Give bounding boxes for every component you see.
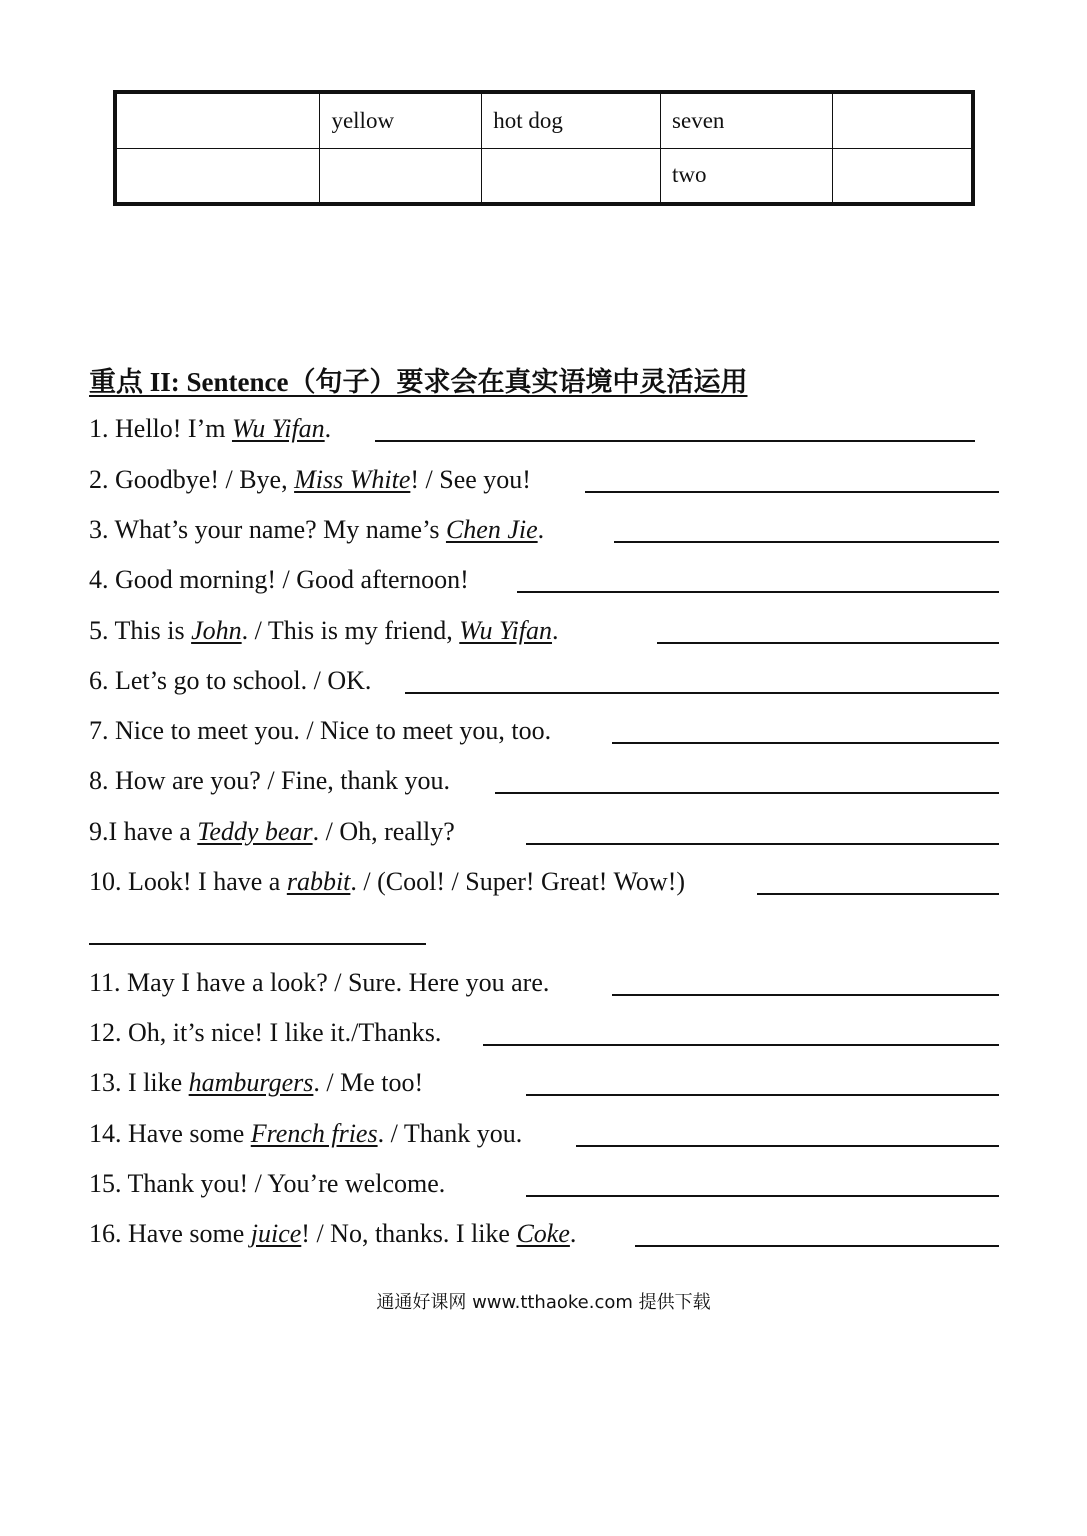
key-phrase: Coke xyxy=(516,1219,570,1248)
sentence-item xyxy=(89,513,544,547)
sentence-item xyxy=(89,664,371,698)
sentence-item xyxy=(89,966,549,1000)
sentence-text: . / Me too! xyxy=(313,1068,424,1097)
answer-blank-line xyxy=(495,792,999,794)
answer-blank-line xyxy=(405,692,999,694)
sentence-number: 1. xyxy=(89,414,109,443)
answer-blank-line xyxy=(576,1145,999,1147)
sentence-item xyxy=(89,1217,576,1251)
sentence-text: How are you? / Fine, thank you. xyxy=(108,766,451,795)
sentence-item xyxy=(89,1016,441,1050)
sentence-item xyxy=(89,815,455,849)
sentence-number: 14. xyxy=(89,1119,122,1148)
sentence-text: ! / No, thanks. I like xyxy=(301,1219,517,1248)
sentence-text: Thank you! / You’re welcome. xyxy=(121,1169,446,1198)
table-cell xyxy=(832,148,973,204)
sentence-text: . / Oh, really? xyxy=(312,817,455,846)
sentence-text: . xyxy=(324,414,332,443)
sentence-number: 2. xyxy=(89,465,109,494)
sentence-text: Look! I have a xyxy=(121,867,287,896)
table-row xyxy=(115,148,973,204)
sentence-text: May I have a look? / Sure. Here you are. xyxy=(120,968,550,997)
sentence-item xyxy=(89,714,551,748)
sentence-text: This is xyxy=(108,616,192,645)
key-phrase: juice xyxy=(250,1219,302,1248)
sentence-number: 13. xyxy=(89,1068,122,1097)
sentence-text: . xyxy=(551,616,559,645)
answer-blank-line xyxy=(635,1245,999,1247)
sentence-text: . / (Cool! / Super! Great! Wow!) xyxy=(350,867,686,896)
key-phrase: Chen Jie xyxy=(445,515,538,544)
key-phrase: Miss White xyxy=(294,465,411,494)
answer-blank-line xyxy=(375,440,975,442)
key-phrase: rabbit xyxy=(286,867,351,896)
sentence-text: Good morning! / Good afternoon! xyxy=(108,565,469,594)
sentence-item xyxy=(89,865,685,899)
vocab-table xyxy=(113,90,975,206)
key-phrase: French fries xyxy=(250,1119,378,1148)
key-phrase: Wu Yifan xyxy=(231,414,325,443)
sentence-number: 8. xyxy=(89,766,109,795)
table-cell xyxy=(115,148,320,204)
sentence-text: Goodbye! / Bye, xyxy=(108,465,295,494)
sentence-text: Let’s go to school. / OK. xyxy=(108,666,372,695)
answer-blank-line xyxy=(757,893,999,895)
sentence-item xyxy=(89,1167,445,1201)
sentence-text: I like xyxy=(121,1068,189,1097)
sentence-item xyxy=(89,463,531,497)
sentence-number: 15. xyxy=(89,1169,122,1198)
sentence-text: . / This is my friend, xyxy=(241,616,460,645)
sentence-number: 3. xyxy=(89,515,109,544)
footer-text: 通通好课网 www.tthaoke.com 提供下载 xyxy=(376,1292,711,1313)
answer-blank-line xyxy=(612,994,999,996)
answer-blank-line xyxy=(657,642,999,644)
sentence-text: Have some xyxy=(121,1119,251,1148)
answer-blank-line xyxy=(612,742,999,744)
sentence-text: Hello! I’m xyxy=(108,414,232,443)
sentence-text: ! / See you! xyxy=(410,465,531,494)
answer-blank-line xyxy=(526,1195,999,1197)
key-phrase: John xyxy=(191,616,242,645)
sentence-number: 10. xyxy=(89,867,122,896)
sentence-number: 16. xyxy=(89,1219,122,1248)
sentence-text: . xyxy=(569,1219,577,1248)
sentence-number: 7. xyxy=(89,716,109,745)
sentence-number: 4. xyxy=(89,565,109,594)
sentence-number: 9. xyxy=(89,817,109,846)
sentence-number: 6. xyxy=(89,666,109,695)
key-phrase: Teddy bear xyxy=(197,817,313,846)
sentence-text: What’s your name? My name’s xyxy=(108,515,446,544)
table-cell xyxy=(832,92,973,148)
answer-blank-line xyxy=(614,541,999,543)
answer-blank-line xyxy=(517,591,999,593)
table-cell: hot dog xyxy=(482,92,661,148)
table-cell xyxy=(320,148,482,204)
table-row xyxy=(115,92,973,148)
sentence-number: 11. xyxy=(89,968,121,997)
table-cell: two xyxy=(661,148,833,204)
sentence-text: Oh, it’s nice! I like it./Thanks. xyxy=(121,1018,442,1047)
sentence-item xyxy=(89,764,450,798)
table-cell xyxy=(482,148,661,204)
table-cell: yellow xyxy=(320,92,482,148)
sentence-item xyxy=(89,563,469,597)
key-phrase: Wu Yifan xyxy=(459,616,552,645)
sentence-text: Have some xyxy=(121,1219,251,1248)
key-phrase: hamburgers xyxy=(188,1068,314,1097)
section-title: 重点 II: Sentence（句子）要求会在真实语境中灵活运用 xyxy=(89,367,748,397)
sentence-item xyxy=(89,412,331,446)
sentence-text: . xyxy=(537,515,545,544)
answer-blank-line xyxy=(89,943,426,945)
sentence-number: 12. xyxy=(89,1018,122,1047)
sentence-text: I have a xyxy=(108,817,198,846)
answer-blank-line xyxy=(526,1094,999,1096)
sentence-item xyxy=(89,614,558,648)
answer-blank-line xyxy=(526,843,999,845)
table-cell xyxy=(115,92,320,148)
table-cell: seven xyxy=(661,92,833,148)
sentence-item xyxy=(89,1117,522,1151)
sentence-number: 5. xyxy=(89,616,109,645)
answer-blank-line xyxy=(483,1044,999,1046)
sentence-item xyxy=(89,1066,423,1100)
sentence-text: Nice to meet you. / Nice to meet you, too. xyxy=(108,716,552,745)
sentence-text: . / Thank you. xyxy=(377,1119,523,1148)
answer-blank-line xyxy=(585,491,999,493)
